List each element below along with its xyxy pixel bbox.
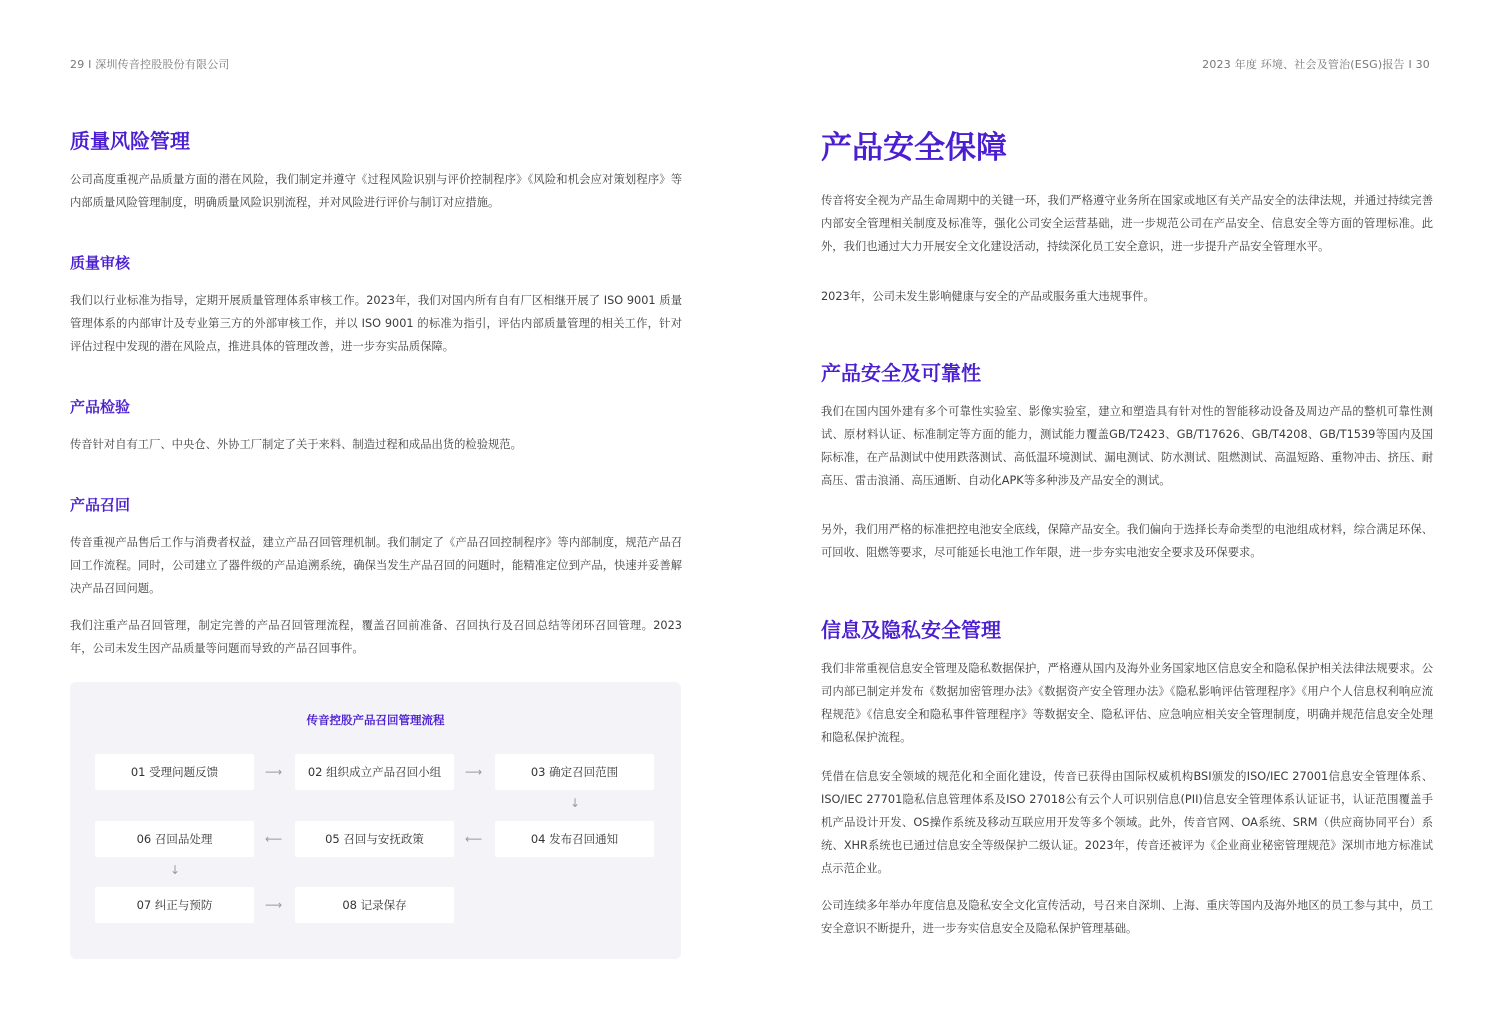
paragraph-intro-2: 2023年，公司未发生影响健康与安全的产品或服务重大违规事件。 (821, 290, 1155, 303)
section-title-info-privacy: 信息及隐私安全管理 (821, 618, 1001, 642)
page-header-right: 2023 年度 环境、社会及管治(ESG)报告 I 30 (1202, 58, 1430, 71)
paragraph-quality-audit: 我们以行业标准为指导，定期开展质量管理体系审核工作。2023年，我们对国内所有自有厂区相继开展了 ISO 9001 质量管理体系的内部审计及专业第三方的外部审核工作，并以 ISO 9001 的标准为指引，评估内部质量管理的相关工作，针对评估过程中发现的潜在风险点，推进具体的管理改善，进一步夯实品质保障。 (70, 294, 682, 353)
arrow-down-icon: ↓ (570, 796, 581, 810)
arrow-right-icon: ⟶ (265, 765, 283, 779)
paragraph-quality-risk: 公司高度重视产品质量方面的潜在风险，我们制定并遵守《过程风险识别与评价控制程序》《风险和机会应对策划程序》等内部质量风险管理制度，明确质量风险识别流程，并对风险进行评价与制订对应措施。 (70, 173, 682, 209)
paragraph-info-privacy-1: 我们非常重视信息安全管理及隐私数据保护，严格遵从国内及海外业务国家地区信息安全和隐私保护相关法律法规要求。公司内部已制定并发布《数据加密管理办法》《数据资产安全管理办法》《隐私影响评估管理程序》《用户个人信息权利响应流程规范》《信息安全和隐私事件管理程序》等数据安全、隐私评估、应急响应相关安全管理制度，明确并规范信息安全处理和隐私保护流程。 (821, 662, 1433, 744)
flow-step-04: 04 发布召回通知 (495, 821, 654, 857)
main-title: 产品安全保障 (821, 130, 1007, 166)
flow-step-08: 08 记录保存 (295, 887, 454, 923)
paragraph-product-inspection: 传音针对自有工厂、中央仓、外协工厂制定了关于来料、制造过程和成品出货的检验规范。 (70, 438, 522, 451)
right-page (750, 0, 1500, 1016)
flow-step-03: 03 确定召回范围 (495, 754, 654, 790)
paragraph-product-safety-1: 我们在国内国外建有多个可靠性实验室、影像实验室，建立和塑造具有针对性的智能移动设备及周边产品的整机可靠性测试、原材料认证、标准制定等方面的能力，测试能力覆盖GB/T2423、GB/T17626、GB/T4208、GB/T1539等国内及国际标准，在产品测试中使用跌落测试、高低温环境测试、漏电测试、防水测试、阻燃测试、高温短路、重物冲击、挤压、耐高压、雷击浪涌、高压通断、自动化APK等多种涉及产品安全的测试。 (821, 405, 1433, 487)
arrow-right-icon: ⟶ (265, 898, 283, 912)
arrow-down-icon: ↓ (170, 863, 181, 877)
flow-title: 传音控股产品召回管理流程 (306, 713, 445, 727)
arrow-left-icon: ⟵ (265, 832, 283, 846)
flow-step-02: 02 组织成立产品召回小组 (295, 754, 454, 790)
paragraph-product-recall-1: 传音重视产品售后工作与消费者权益，建立产品召回管理机制。我们制定了《产品召回控制程序》等内部制度，规范产品召回工作流程。同时，公司建立了器件级的产品追溯系统，确保当发生产品召回的问题时，能精准定位到产品，快速并妥善解决产品召回问题。 (70, 536, 682, 595)
flow-step-07: 07 纠正与预防 (95, 887, 254, 923)
paragraph-product-safety-2: 另外，我们用严格的标准把控电池安全底线，保障产品安全。我们偏向于选择长寿命类型的电池组成材料，综合满足环保、可回收、阻燃等要求，尽可能延长电池工作年限，进一步夯实电池安全要求及环保要求。 (821, 523, 1433, 559)
section-title-product-recall: 产品召回 (70, 496, 131, 514)
flow-step-05: 05 召回与安抚政策 (295, 821, 454, 857)
section-title-product-inspection: 产品检验 (70, 398, 131, 416)
paragraph-info-privacy-2: 凭借在信息安全领域的规范化和全面化建设，传音已获得由国际权威机构BSI颁发的ISO/IEC 27001信息安全管理体系、ISO/IEC 27701隐私信息管理体系及ISO 27018公有云个人可识别信息(PII)信息安全管理体系认证证书，认证范围覆盖手机产品设计开发、OS操作系统及移动互联应用开发等多个领域。此外，传音官网、OA系统、SRM（供应商协同平台）系统、XHR系统也已通过信息安全等级保护二级认证。2023年，传音还被评为《企业商业秘密管理规范》深圳市地方标准试点示范企业。 (821, 770, 1433, 875)
flow-step-01: 01 受理问题反馈 (95, 754, 254, 790)
recall-flow-diagram (70, 682, 681, 959)
paragraph-info-privacy-3: 公司连续多年举办年度信息及隐私安全文化宣传活动，号召来自深圳、上海、重庆等国内及海外地区的员工参与其中，员工安全意识不断提升，进一步夯实信息安全及隐私保护管理基础。 (821, 899, 1433, 935)
paragraph-intro-1: 传音将安全视为产品生命周期中的关键一环，我们严格遵守业务所在国家或地区有关产品安全的法律法规，并通过持续完善内部安全管理相关制度及标准等，强化公司安全运营基础，进一步规范公司在产品安全、信息安全等方面的管理标准。此外，我们也通过大力开展安全文化建设活动，持续深化员工安全意识，进一步提升产品安全管理水平。 (821, 194, 1433, 253)
section-title-quality-audit: 质量审核 (70, 254, 131, 272)
paragraph-product-recall-2: 我们注重产品召回管理，制定完善的产品召回管理流程，覆盖召回前准备、召回执行及召回总结等闭环召回管理。2023年，公司未发生因产品质量等问题而导致的产品召回事件。 (70, 619, 682, 655)
arrow-left-icon: ⟵ (465, 832, 483, 846)
page-header-left: 29 I 深圳传音控股股份有限公司 (70, 58, 230, 71)
arrow-right-icon: ⟶ (465, 765, 483, 779)
section-title-quality-risk: 质量风险管理 (70, 129, 190, 153)
section-title-product-safety: 产品安全及可靠性 (821, 361, 981, 385)
flow-step-06: 06 召回品处理 (95, 821, 254, 857)
